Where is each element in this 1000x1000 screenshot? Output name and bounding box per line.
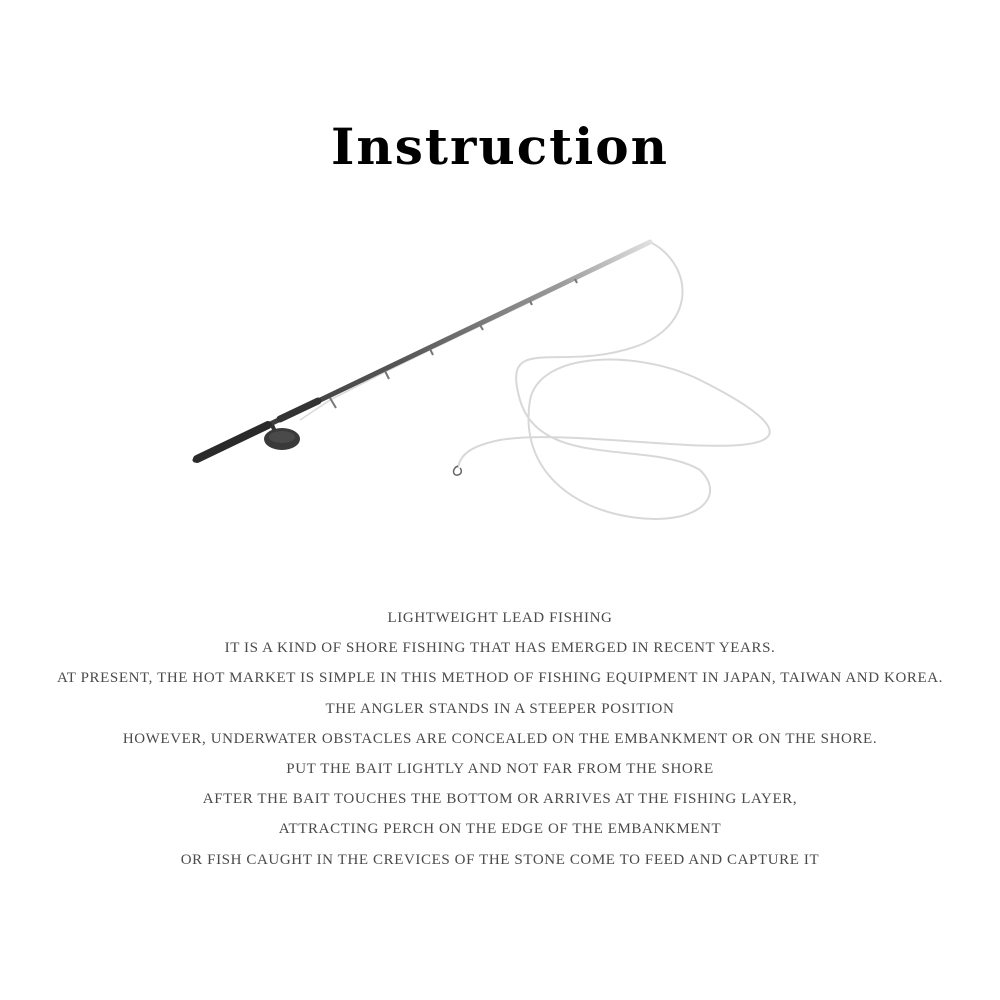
- fishing-rod-illustration: [180, 225, 800, 535]
- instruction-line-8: ATTRACTING PERCH ON THE EDGE OF THE EMBANKMENT: [278, 821, 722, 838]
- instruction-line-2: IT IS A KIND OF SHORE FISHING THAT HAS EMERGED IN RECENT YEARS.: [224, 640, 776, 657]
- instruction-line-1: LIGHTWEIGHT LEAD FISHING: [387, 610, 613, 626]
- rod-guides: [330, 279, 577, 408]
- fishing-rod-icon: [180, 225, 800, 535]
- instruction-line-4: THE ANGLER STANDS IN A STEEPER POSITION: [325, 700, 675, 717]
- instruction-line-7: AFTER THE BAIT TOUCHES THE BOTTOM OR ARRIVES AT THE FISHING LAYER,: [202, 791, 798, 808]
- instruction-line-9: OR FISH CAUGHT IN THE CREVICES OF THE STONE COME TO FEED AND CAPTURE IT: [180, 851, 820, 868]
- page-title: Instruction: [331, 116, 669, 176]
- fishing-line: [458, 242, 770, 519]
- instruction-line-3: AT PRESENT, THE HOT MARKET IS SIMPLE IN THIS METHOD OF FISHING EQUIPMENT IN JAPAN, TAIWAN AND KOREA.: [56, 670, 944, 687]
- instruction-line-5: HOWEVER, UNDERWATER OBSTACLES ARE CONCEALED ON THE EMBANKMENT OR ON THE SHORE.: [122, 730, 878, 747]
- instruction-line-6: PUT THE BAIT LIGHTLY AND NOT FAR FROM THE SHORE: [286, 760, 714, 777]
- rod-grip: [197, 425, 268, 459]
- instruction-text: [0, 603, 1000, 875]
- rod-foregrip: [280, 401, 318, 419]
